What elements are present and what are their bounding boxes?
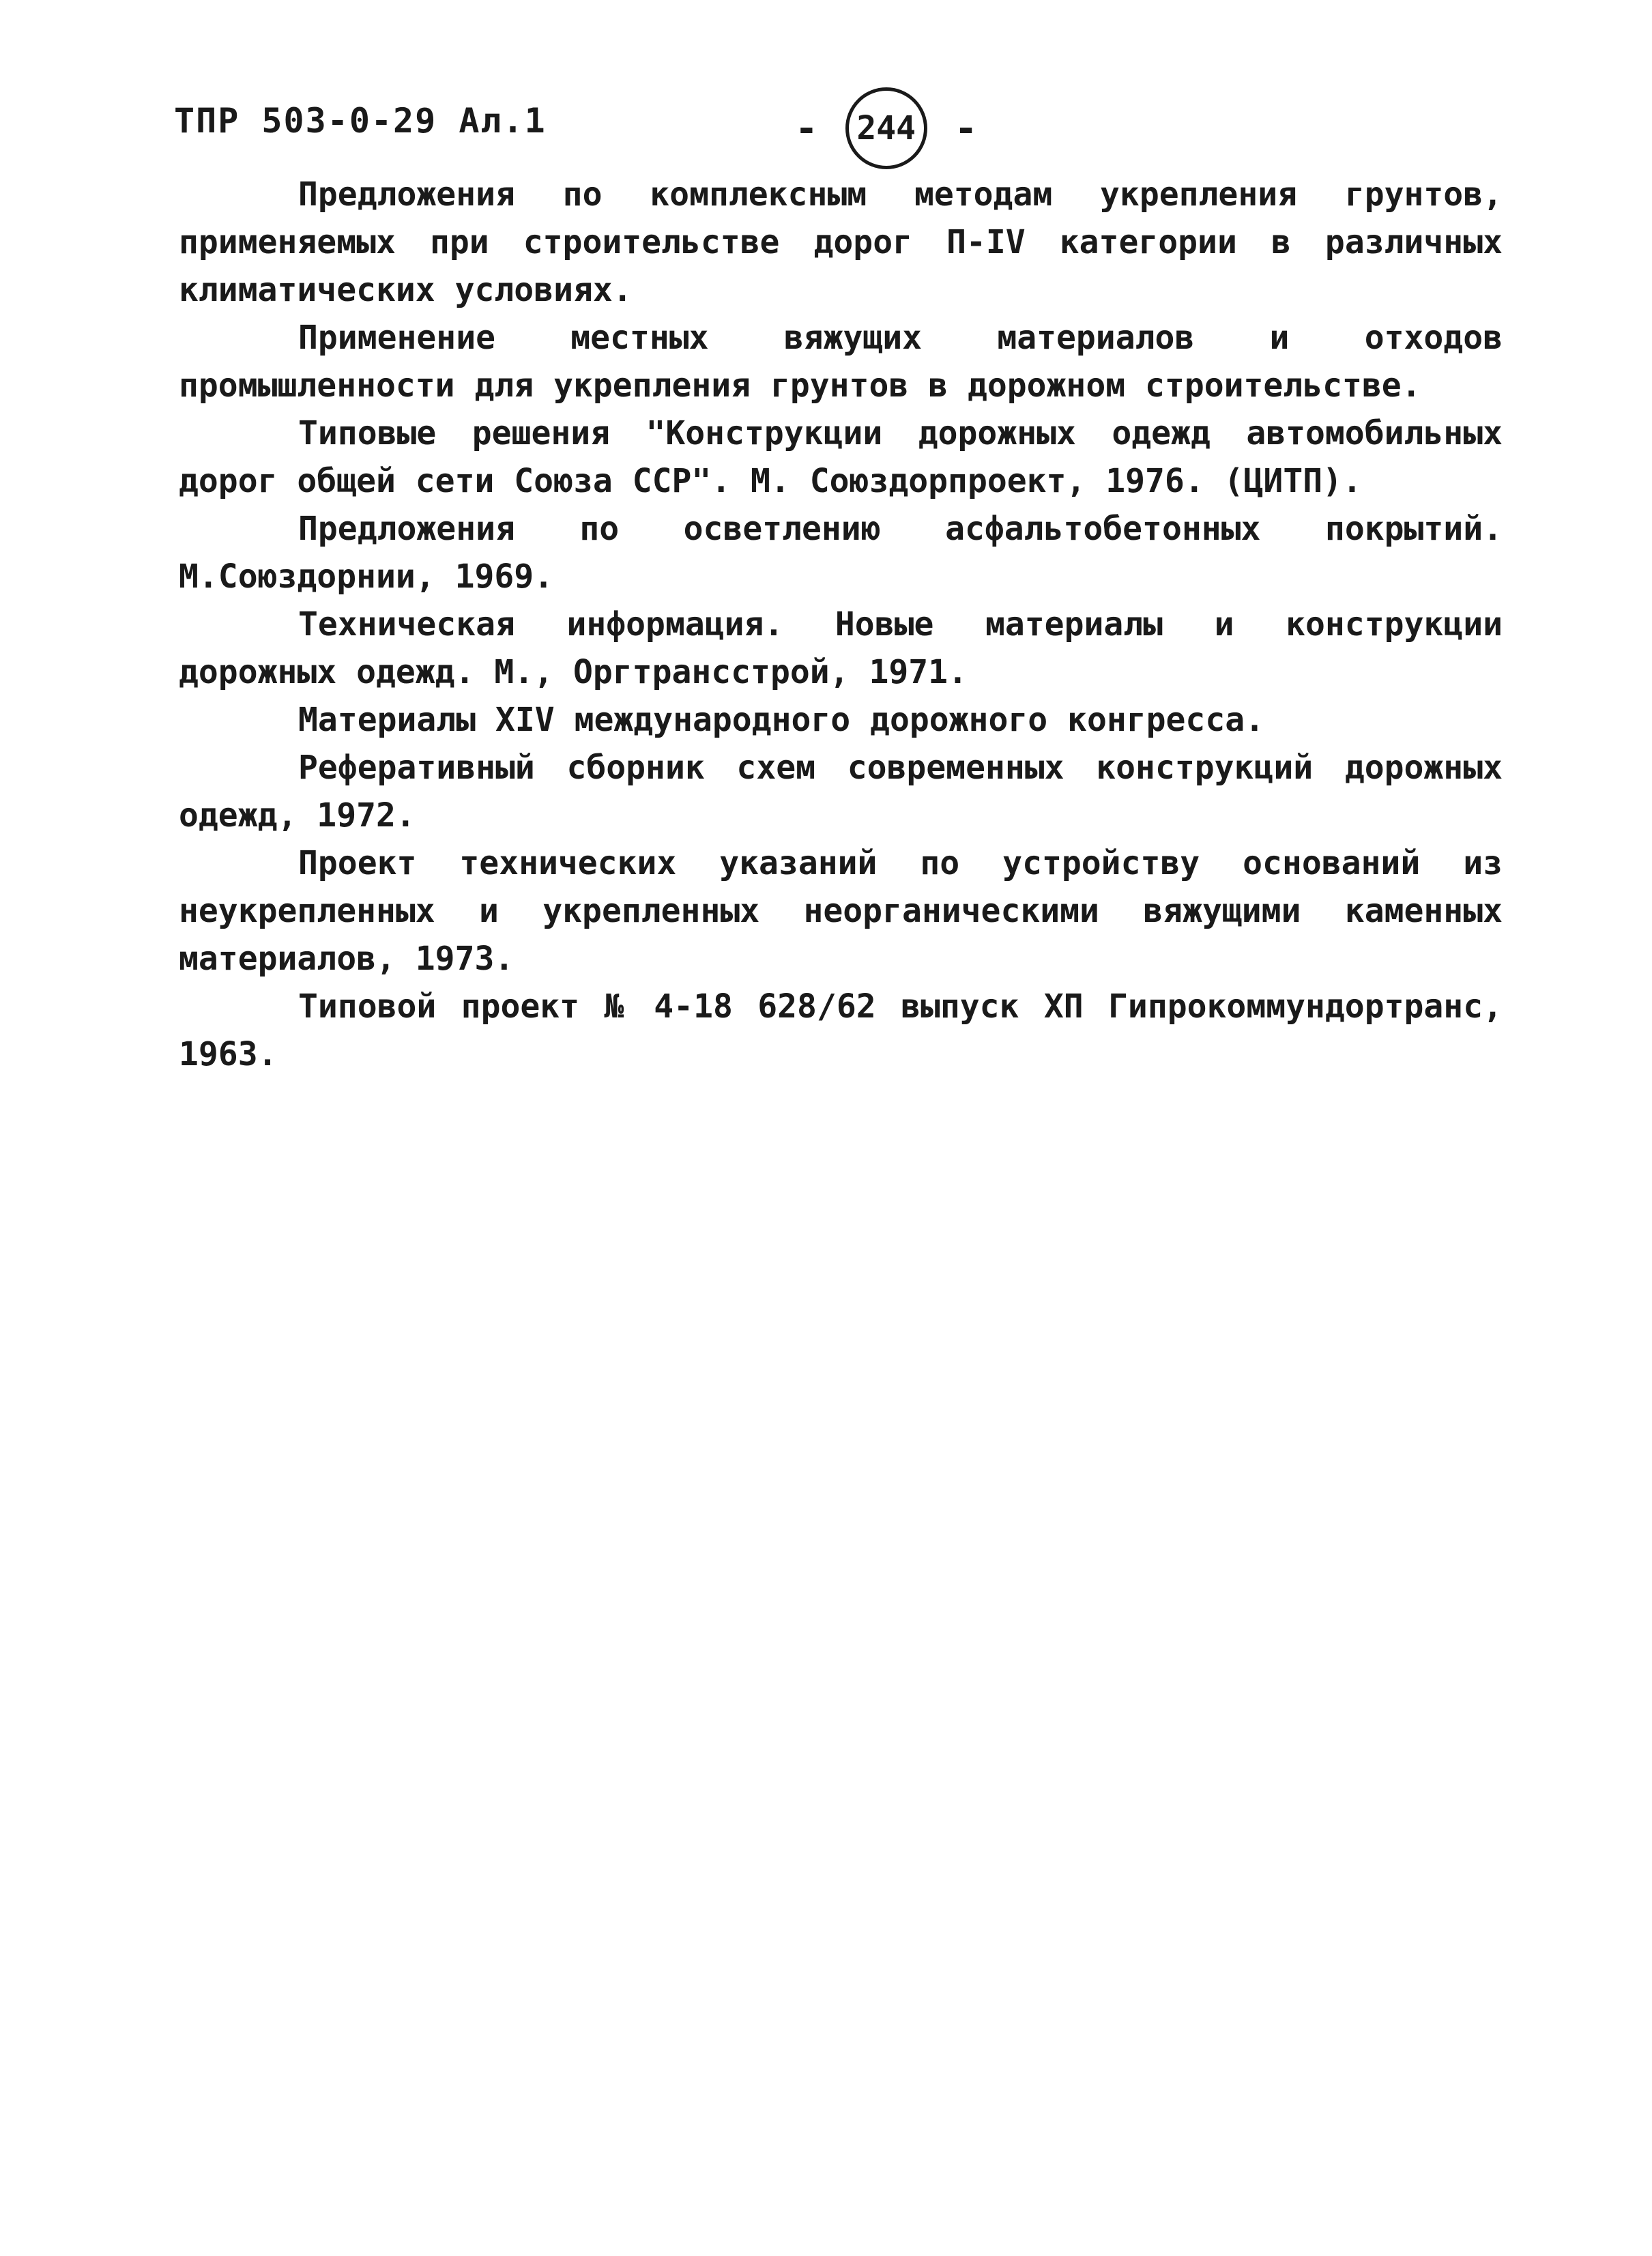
page-number-dash-right: - [954, 106, 978, 151]
reference-item-4: Предложения по осветлению асфальтобетонных покрытий. М.Союздорнии, 1969. [179, 510, 1503, 596]
reference-item-8: Проект технических указаний по устройству оснований из неукрепленных и укрепленных неорганическими вяжущими каменных материалов, 1973. [179, 844, 1503, 978]
reference-item-2: Применение местных вяжущих материалов и отходов промышленности для укрепления грунтов в дорожном строительстве. [179, 319, 1503, 405]
page-number-header [768, 87, 1004, 169]
reference-item-7: Реферативный сборник схем современных конструкций дорожных одежд, 1972. [179, 749, 1503, 835]
reference-item-3: Типовые решения "Конструкции дорожных одежд автомобильных дорог общей сети Союза ССР". М. Союздорпроект, 1976. (ЦИТП). [179, 414, 1503, 500]
reference-item-5: Техническая информация. Новые материалы и конструкции дорожных одежд. М., Оргтрансстрой, 1971. [179, 605, 1503, 691]
reference-item-6: Материалы XIV международного дорожного конгресса. [298, 701, 1265, 739]
reference-list [179, 171, 1503, 1078]
reference-item-1: Предложения по комплексным методам укрепления грунтов, применяемых при строительстве дорог П-IV категории в различных климатических условиях. [179, 175, 1503, 309]
page-number-dash-left: - [795, 106, 818, 151]
document-code: ТПР 503-0-29 Ал.1 [174, 101, 547, 141]
page-number-circle: 244 [845, 87, 927, 169]
reference-item-9: Типовой проект № 4-18 628/62 выпуск XП Гипрокоммундортранс, 1963. [179, 987, 1503, 1073]
